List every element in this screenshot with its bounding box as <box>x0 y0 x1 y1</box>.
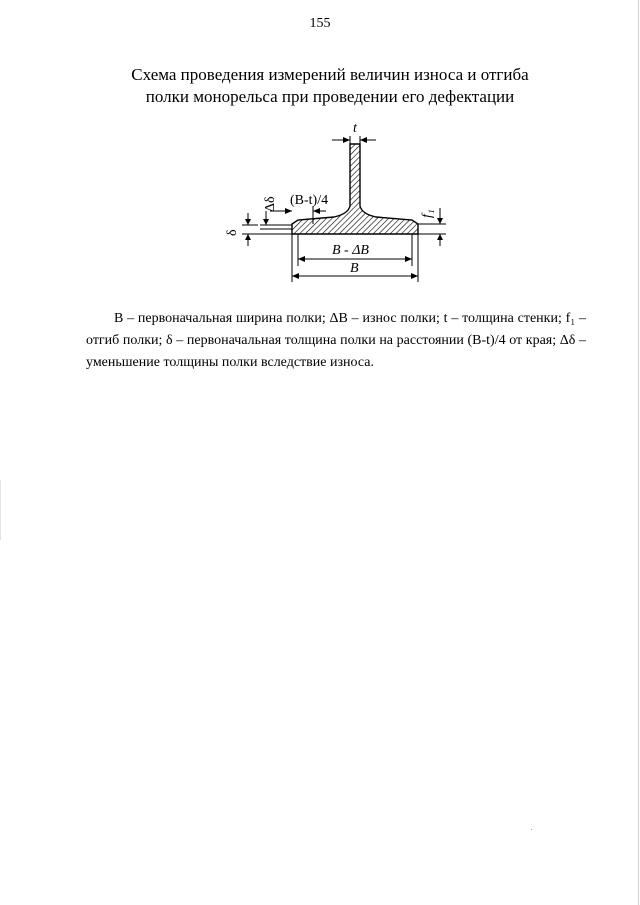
label-b-minus-db: B - ΔB <box>332 243 369 258</box>
rail-profile <box>292 144 418 234</box>
label-delta-delta: Δδ <box>263 196 278 212</box>
label-f1: f₁ <box>420 209 435 218</box>
page-title <box>40 64 620 108</box>
label-quarter: (B-t)/4 <box>290 193 329 208</box>
dim-b <box>292 234 418 282</box>
page-number: 155 <box>309 16 331 31</box>
scan-edge-line <box>638 0 639 905</box>
monorail-diagram-svg <box>200 118 460 288</box>
scan-speck <box>531 829 532 830</box>
monorail-diagram <box>200 118 460 293</box>
label-t: t <box>353 121 357 136</box>
scan-edge-mark <box>0 480 1 540</box>
label-delta: δ <box>225 229 240 236</box>
title-line-1: Схема проведения измерений величин износа и отгиба <box>131 65 529 84</box>
figure-caption: B – первоначальная ширина полки; ΔB – износ полки; t – толщина стенки; f₁ – отгиб полки; δ – первоначальная толщина полки на расстоянии (B-t)/4 от края; Δδ – уменьшение толщины полки вследствие износа. <box>86 311 586 370</box>
label-b: B <box>350 261 359 276</box>
dim-f1 <box>418 208 446 246</box>
title-line-2: полки монорельса при проведении его дефектации <box>145 87 515 106</box>
